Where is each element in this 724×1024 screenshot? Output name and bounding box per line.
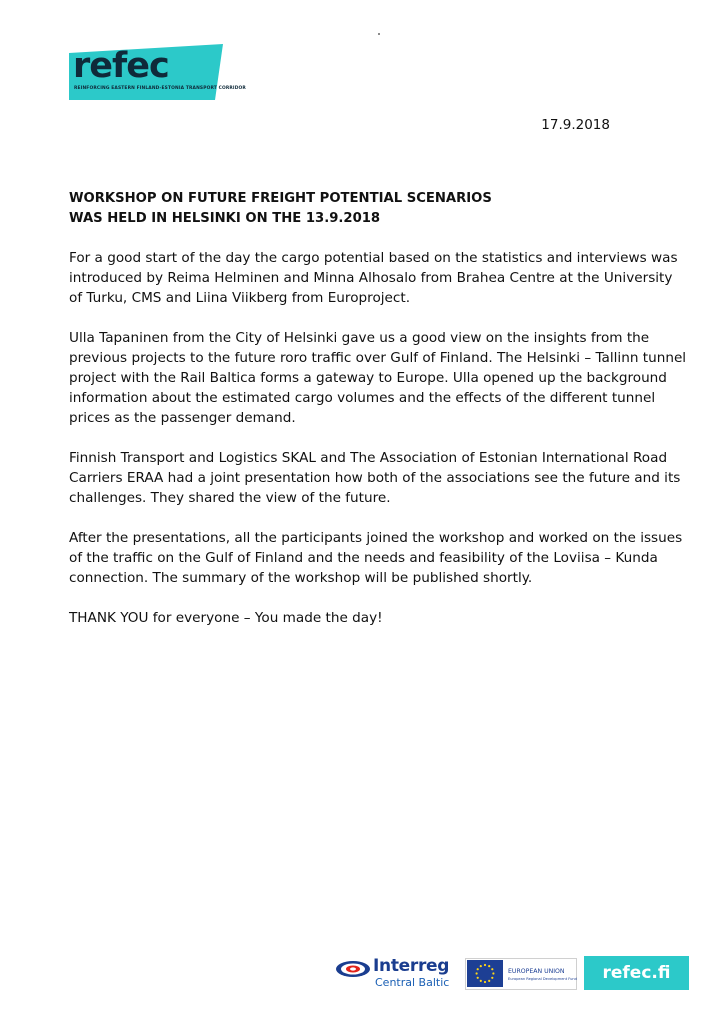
paragraph-line: of Turku, CMS and Liina Viikberg from Europroject. xyxy=(69,290,411,306)
interreg-subtitle: Central Baltic xyxy=(375,976,450,989)
paragraph-workshop xyxy=(69,528,691,588)
paragraph-line: challenges. They shared the view of the future. xyxy=(69,490,391,506)
interreg-logo xyxy=(335,956,455,990)
eu-flag-icon xyxy=(467,960,503,987)
paragraph-line: prices as the passenger demand. xyxy=(69,410,296,426)
paragraph-associations xyxy=(69,448,691,508)
paragraph-speakers xyxy=(69,248,691,308)
paragraph-helsinki xyxy=(69,328,691,428)
heading-line: WAS HELD IN HELSINKI ON THE 13.9.2018 xyxy=(69,211,381,226)
paragraph-line: Carriers ERAA had a joint presentation how both of the associations see the future and its xyxy=(69,470,681,486)
paragraph-line: Finnish Transport and Logistics SKAL and The Association of Estonian International Road xyxy=(69,450,668,466)
paragraph-line: information about the estimated cargo volumes and the effects of the different tunnel xyxy=(69,390,656,406)
paragraph-line: previous projects to the future roro traffic over Gulf of Finland. The Helsinki – Tallinn tunnel xyxy=(69,350,687,366)
eu-stars xyxy=(467,960,503,987)
refec-fi-badge: refec.fi xyxy=(584,956,689,990)
refec-logo xyxy=(69,44,246,100)
paragraph-thanks xyxy=(69,608,691,628)
paragraph-line: connection. The summary of the workshop will be published shortly. xyxy=(69,570,533,586)
document-date: 17.9.2018 xyxy=(541,117,610,133)
document-heading xyxy=(69,189,691,229)
logo-wordmark: refec xyxy=(73,46,169,86)
paragraph-line: introduced by Reima Helminen and Minna Alhosalo from Brahea Centre at the University xyxy=(69,270,673,286)
interreg-wordmark: Interreg xyxy=(373,956,450,976)
logo-tagline: REINFORCING EASTERN FINLAND-ESTONIA TRANSPORT CORRIDOR xyxy=(74,86,246,91)
interreg-eye-logo-icon xyxy=(335,958,371,980)
footer-logos xyxy=(0,952,724,992)
scan-dot xyxy=(378,33,380,35)
heading-line: WORKSHOP ON FUTURE FREIGHT POTENTIAL SCENARIOS xyxy=(69,191,492,206)
paragraph-line: THANK YOU for everyone – You made the day! xyxy=(69,610,383,626)
paragraph-line: After the presentations, all the participants joined the workshop and worked on the issues xyxy=(69,530,683,546)
eu-name: EUROPEAN UNION xyxy=(508,968,565,975)
paragraph-line: of the traffic on the Gulf of Finland and the needs and feasibility of the Loviisa – Kunda xyxy=(69,550,658,566)
paragraph-line: For a good start of the day the cargo potential based on the statistics and interviews was xyxy=(69,250,678,266)
paragraph-line: project with the Rail Baltica forms a gateway to Europe. Ulla opened up the background xyxy=(69,370,667,386)
eu-fund: European Regional Development Fund xyxy=(508,977,577,981)
eu-logo xyxy=(465,958,577,990)
paragraph-line: Ulla Tapaninen from the City of Helsinki gave us a good view on the insights from the xyxy=(69,330,650,346)
document-body xyxy=(69,189,691,648)
